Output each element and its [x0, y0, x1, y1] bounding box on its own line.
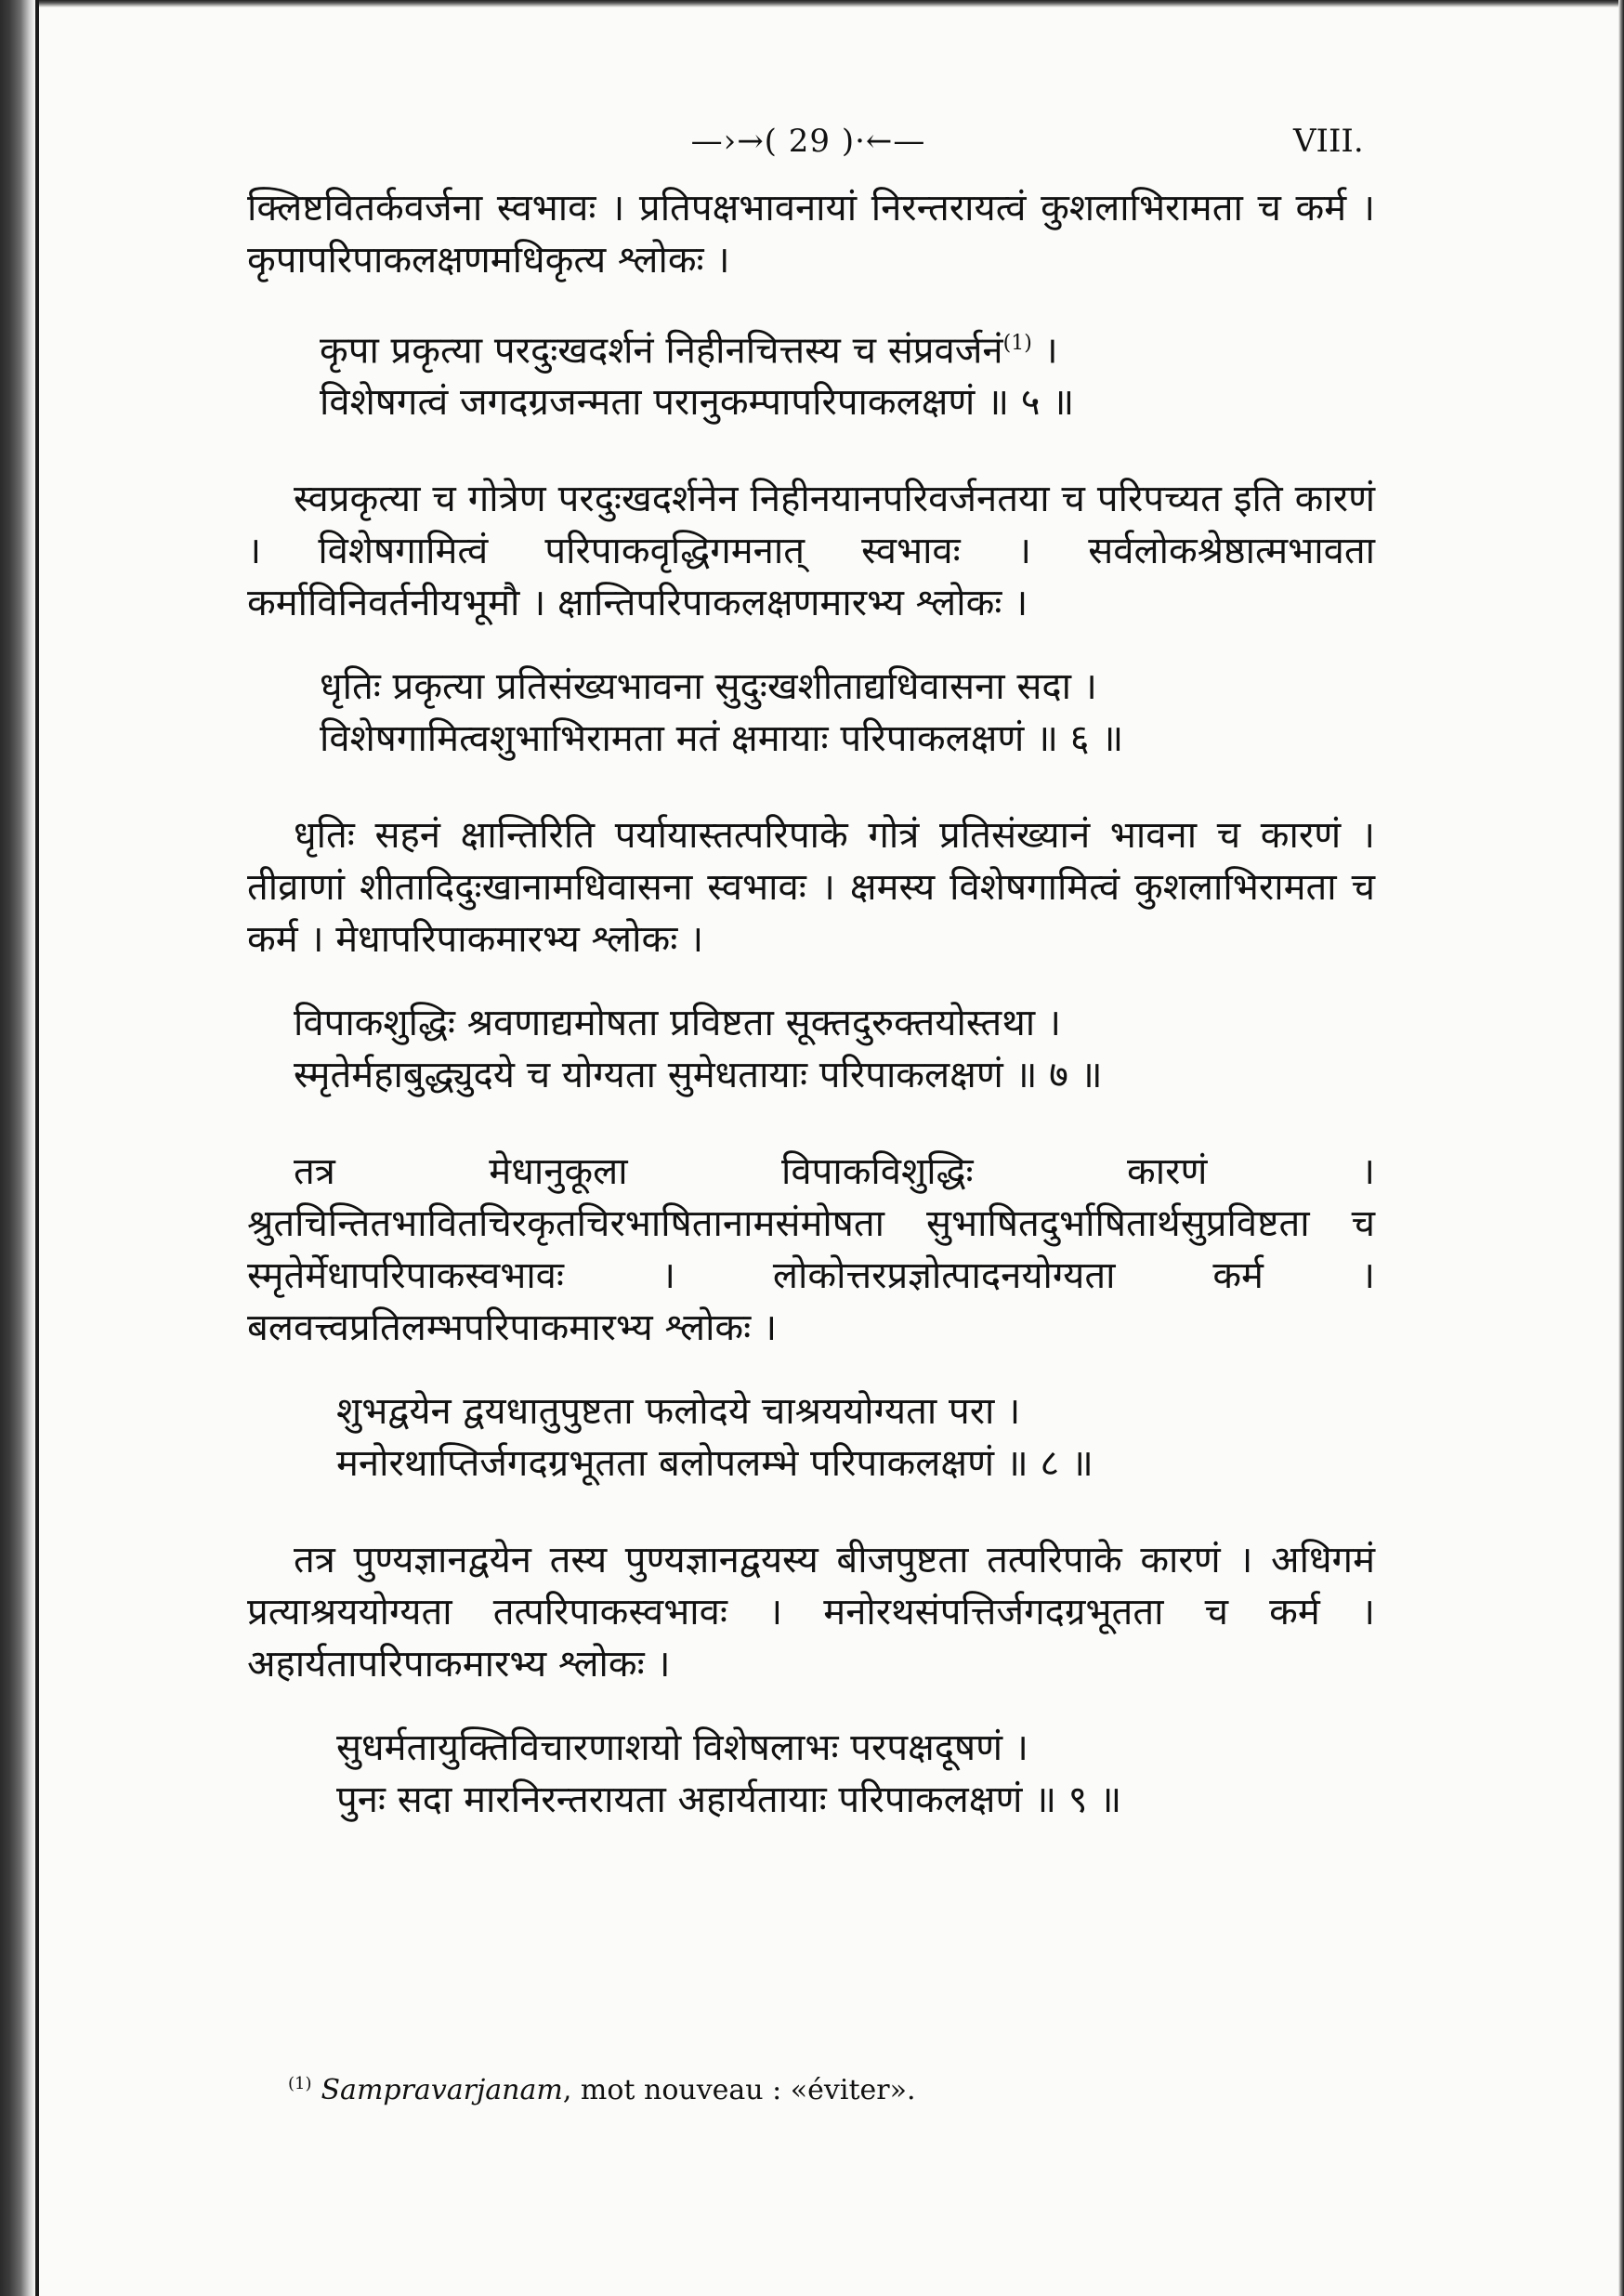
prose-paragraph: धृतिः सहनं क्षान्तिरिति पर्यायास्तत्परिपाके गोत्रं प्रतिसंख्यानं भावना च कारणं । तीव्राणां शीतादिदुःखानामधिवासना स्वभावः । क्षमस्य विशेषगामित्वं कुशलाभिरामता च कर्म । मेधापरिपाकमारभ्य श्लोकः । — [247, 814, 1375, 962]
page-body — [247, 182, 1375, 1826]
footnote-text: , mot nouveau : «éviter». — [562, 2074, 916, 2106]
verse-line: विपाकशुद्धिः श्रवणाद्यमोषता प्रविष्टता सूक्तदुरुक्तयोस्तथा । — [294, 1002, 1062, 1045]
verse-line-end: । — [1031, 329, 1058, 373]
verse-9 — [247, 1722, 1375, 1826]
verse-line: सुधर्मतायुक्तिविचारणाशयो विशेषलाभः परपक्षदूषणं । — [336, 1726, 1028, 1770]
verse-8 — [247, 1385, 1375, 1489]
verse-6 — [247, 661, 1375, 765]
footnote-reference: (1) — [1002, 332, 1032, 355]
scan-binding-edge — [0, 0, 35, 2296]
verse-line — [320, 318, 1375, 376]
prose-paragraph: स्वप्रकृत्या च गोत्रेण परदुःखदर्शनेन निहीनयानपरिवर्जनतया च परिपच्यत इति कारणं । विशेषगामित्वं परिपाकवृद्धिगमनात् स्वभावः । सर्वलोकश्रेष्ठात्मभावता कर्माविनिवर्तनीयभूमौ । क्षान्तिपरिपाकलक्षणमारभ्य श्लोकः । — [247, 478, 1375, 625]
footnote-mark: (1) — [288, 2074, 312, 2093]
verse-line: विशेषगामित्वशुभाभिरामता मतं क्षमायाः परिपाकलक्षणं ॥ ६ ॥ — [320, 717, 1124, 761]
scan-border-top — [0, 0, 1624, 7]
prose-paragraph: तत्र पुण्यज्ञानद्वयेन तस्य पुण्यज्ञानद्वयस्य बीजपुष्टता तत्परिपाके कारणं । अधिगमं प्रत्याश्रययोग्यता तत्परिपाकस्वभावः । मनोरथसंपत्तिर्जगदग्रभूतता च कर्म । अहार्यतापरिपाकमारभ्य श्लोकः । — [247, 1539, 1375, 1686]
verse-line: स्मृतेर्महाबुद्ध्युदये च योग्यता सुमेधतायाः परिपाकलक्षणं ॥ ७ ॥ — [294, 1054, 1103, 1097]
prose-paragraph: क्लिष्टवितर्कवर्जना स्वभावः । प्रतिपक्षभावनायां निरन्तरायत्वं कुशलाभिरामता च कर्म । कृपापरिपाकलक्षणमधिकृत्य श्लोकः । — [247, 187, 1375, 282]
scan-border-right — [1618, 0, 1624, 2296]
verse-line: धृतिः प्रकृत्या प्रतिसंख्यभावना सुदुःखशीताद्यधिवासना सदा । — [320, 665, 1097, 709]
footnote — [288, 2074, 916, 2106]
section-number: VIII. — [1293, 123, 1364, 160]
verse-line: शुभद्वयेन द्वयधातुपुष्टता फलोदये चाश्रययोग्यता परा । — [336, 1390, 1021, 1434]
page-number: —›→( 29 )·←— — [690, 123, 926, 160]
footnote-term: Sampravarjanam — [321, 2074, 563, 2106]
prose-paragraph: तत्र मेधानुकूला विपाकविशुद्धिः कारणं । श्रुतचिन्तितभावितचिरकृतचिरभाषितानामसंमोषता सुभाषितदुर्भाषितार्थसुप्रविष्टता च स्मृतेर्मेधापरिपाकस्वभावः । लोकोत्तरप्रज्ञोत्पादनयोग्यता कर्म । बलवत्त्वप्रतिलम्भपरिपाकमारभ्य श्लोकः । — [247, 1150, 1375, 1350]
verse-line: विशेषगत्वं जगदग्रजन्मता परानुकम्पापरिपाकलक्षणं ॥ ५ ॥ — [320, 381, 1075, 425]
verse-line: मनोरथाप्तिर्जगदग्रभूतता बलोपलम्भे परिपाकलक्षणं ॥ ८ ॥ — [336, 1442, 1094, 1486]
verse-line-text: कृपा प्रकृत्या परदुःखदर्शनं निहीनचित्तस्य च संप्रवर्जनं — [320, 329, 1003, 373]
verse-5 — [247, 318, 1375, 428]
verse-7 — [247, 997, 1375, 1101]
verse-line: पुनः सदा मारनिरन्तरायता अहार्यतायाः परिपाकलक्षणं ॥ ९ ॥ — [336, 1778, 1122, 1822]
page-header — [0, 123, 1624, 169]
